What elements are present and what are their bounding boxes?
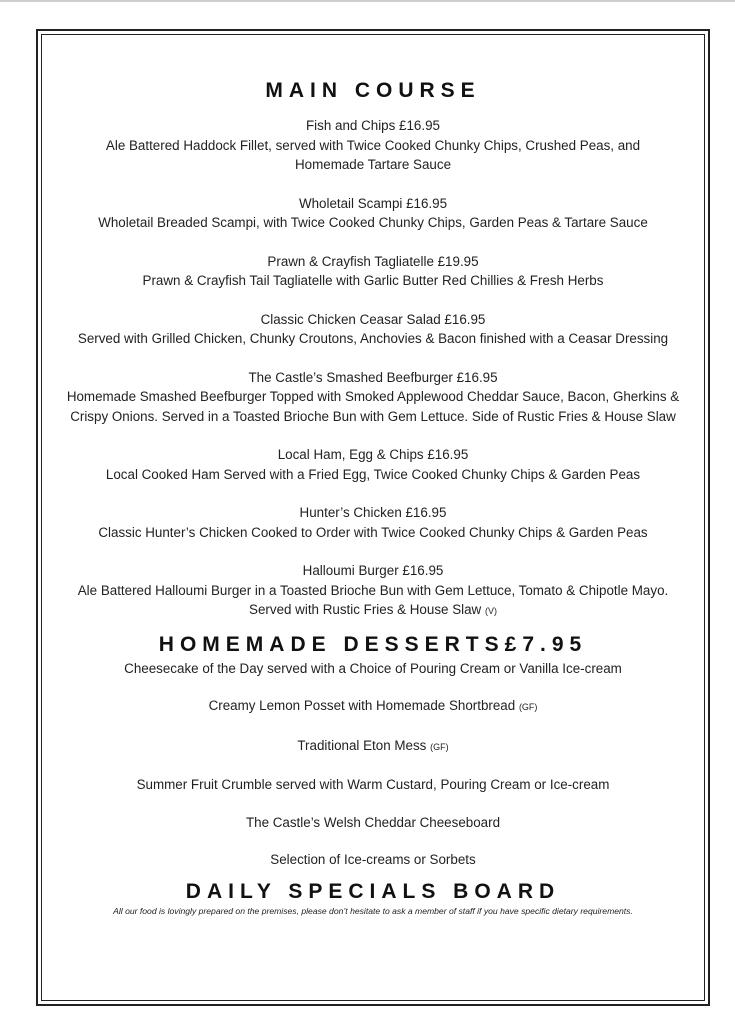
- gluten-free-tag: (GF): [518, 702, 538, 712]
- dessert-item-eton-mess: [40, 736, 706, 758]
- menu-item-description: Local Cooked Ham Served with a Fried Egg, Twice Cooked Chunky Chips & Garden Peas: [105, 466, 641, 482]
- menu-item-name: Local Ham, Egg & Chips £16.95: [277, 447, 469, 462]
- menu-item-name: Halloumi Burger £16.95: [302, 563, 444, 578]
- menu-item-name: Wholetail Scampi £16.95: [298, 195, 448, 211]
- dessert-item-cheesecake: [40, 659, 706, 679]
- menu-item-description: Prawn & Crayfish Tail Tagliatelle with Garlic Butter Red Chillies & Fresh Herbs: [142, 273, 604, 288]
- menu-item-name: Prawn & Crayfish Tagliatelle £19.95: [267, 253, 479, 269]
- dessert-item-cheeseboard: [40, 813, 706, 833]
- daily-specials-heading: DAILY SPECIALS BOARD: [185, 879, 561, 903]
- menu-item-description: Wholetail Breaded Scampi, with Twice Cooked Chunky Chips, Garden Peas & Tartare Sauce: [98, 215, 648, 230]
- menu-item-description: Classic Hunter’s Chicken Cooked to Order with Twice Cooked Chunky Chips & Garden Peas: [98, 524, 648, 540]
- menu-item-prawn-crayfish-tagliatelle: [40, 252, 706, 291]
- menu-content: [40, 33, 706, 917]
- top-divider: [0, 0, 735, 2]
- dessert-item-text: The Castle’s Welsh Cheddar Cheeseboard: [245, 814, 501, 830]
- menu-item-chicken-caesar-salad: [40, 310, 706, 349]
- desserts-heading: [40, 632, 706, 658]
- menu-item-fish-and-chips: [40, 116, 706, 175]
- menu-item-description: Homemade Smashed Beefburger Topped with Smoked Applewood Cheddar Sauce, Bacon, Gherkins & Crispy Onions. Served in a Toasted Brioche Bun with Gem Lettuce. Side of Rustic Fries & House Slaw: [66, 389, 680, 424]
- menu-item-description: Served with Grilled Chicken, Chunky Croutons, Anchovies & Bacon finished with a Ceasar Dressing: [77, 331, 669, 346]
- dietary-footnote: All our food is lovingly prepared on the premises, please don’t hesitate to ask a member of staff if you have specific dietary requirements.: [113, 905, 633, 916]
- menu-item-description-text: Ale Battered Halloumi Burger in a Toasted Brioche Bun with Gem Lettuce, Tomato & Chipotle Mayo. Served with Rustic Fries & House Slaw: [77, 582, 669, 617]
- menu-item-name: Classic Chicken Ceasar Salad £16.95: [260, 311, 486, 327]
- dessert-item-text: Selection of Ice-creams or Sorbets: [270, 852, 476, 867]
- menu-item-description: [40, 581, 706, 622]
- dessert-item-lemon-posset: [40, 696, 706, 718]
- gluten-free-tag: (GF): [430, 741, 449, 752]
- menu-item-ham-egg-chips: [40, 445, 706, 484]
- menu-item-name: Hunter’s Chicken £16.95: [299, 505, 447, 520]
- menu-item-name: Fish and Chips £16.95: [306, 118, 440, 133]
- dessert-item-text: Summer Fruit Crumble served with Warm Custard, Pouring Cream or Ice-cream: [136, 777, 610, 792]
- dessert-item-text: Creamy Lemon Posset with Homemade Shortbread: [208, 698, 516, 713]
- dessert-item-text: Traditional Eton Mess: [297, 737, 427, 753]
- menu-item-description: Ale Battered Haddock Fillet, served with Twice Cooked Chunky Chips, Crushed Peas, and Homemade Tartare Sauce: [105, 137, 641, 172]
- desserts-heading-title: HOMEMADE DESSERTS: [158, 632, 505, 656]
- desserts-heading-price: £7.95: [504, 632, 588, 656]
- menu-item-wholetail-scampi: [40, 194, 706, 233]
- menu-item-hunters-chicken: [40, 503, 706, 542]
- vegetarian-tag: (V): [484, 606, 497, 616]
- main-course-heading: MAIN COURSE: [265, 79, 481, 102]
- dessert-item-fruit-crumble: [40, 775, 706, 795]
- menu-item-name: The Castle’s Smashed Beefburger £16.95: [248, 369, 498, 385]
- menu-item-smashed-beefburger: [40, 368, 706, 427]
- dessert-item-ice-creams: [40, 850, 706, 870]
- dessert-item-text: Cheesecake of the Day served with a Choice of Pouring Cream or Vanilla Ice-cream: [124, 660, 622, 676]
- menu-item-halloumi-burger: [40, 561, 706, 622]
